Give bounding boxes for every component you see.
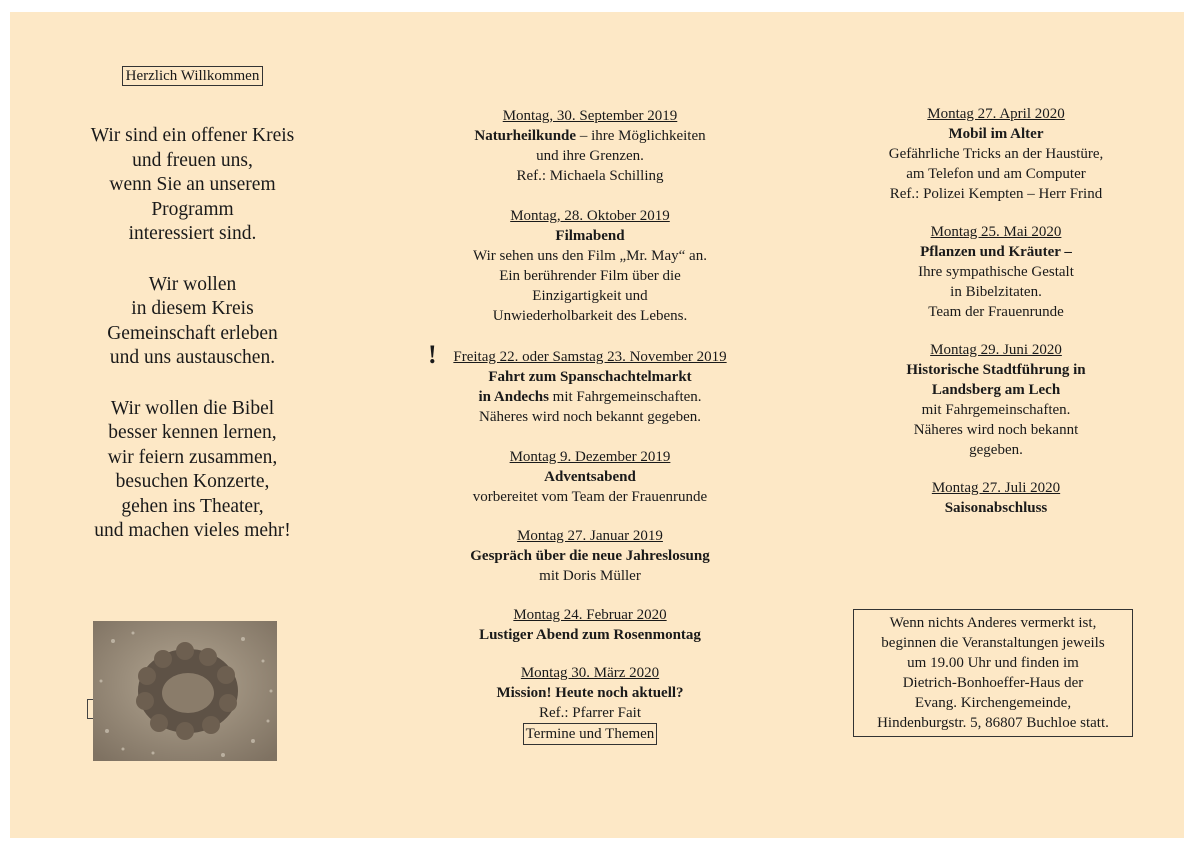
info-line: Evang. Kirchengemeinde, [914,695,1072,711]
info-line: Hindenburgstr. 5, 86807 Buchloe statt. [877,715,1109,731]
event-may-2020 [856,222,1136,322]
event-title-2: Landsberg am Lech [931,382,1061,398]
event-detail: Ein berührender Film über die [499,268,681,284]
event-detail: Näheres wird noch bekannt gegeben. [479,409,701,425]
event-title: Lustiger Abend zum Rosenmontag [479,627,701,643]
event-detail: Einzigartigkeit und [532,288,648,304]
event-title-2: in Andechs [478,389,549,405]
info-box [853,609,1133,737]
event-apr-2020 [856,104,1136,204]
event-nov-2019 [428,340,740,427]
event-dec-2019 [440,447,740,507]
event-detail: gegeben. [969,442,1023,458]
text-line: Programm [151,198,234,220]
text-line: und uns austauschen. [109,347,276,368]
event-title: Saisonabschluss [944,500,1048,516]
info-line: beginnen die Veranstaltungen jeweils [881,635,1105,651]
left-column [70,66,315,544]
event-date: Montag 9. Dezember 2019 [509,449,671,465]
event-detail: Ref.: Polizei Kempten – Herr Frind [889,186,1103,202]
event-title: Filmabend [555,228,625,244]
event-title: Pflanzen und Kräuter – [920,244,1072,260]
event-jan [440,526,740,586]
event-title-suffix: – ihre Möglichkeiten [576,128,706,144]
event-title-line [440,387,740,407]
sculpture-photo [93,621,277,761]
text-line: besuchen Konzerte, [115,471,270,492]
text-line: Wir wollen die Bibel [110,397,275,419]
footer-label: Termine und Themen [523,723,658,745]
event-detail: Gefährliche Tricks an der Haustüre, [888,146,1104,162]
event-detail: am Telefon und am Computer [906,166,1086,182]
text-line: gehen ins Theater, [121,495,264,517]
event-detail: Ihre sympathische Gestalt [918,264,1074,280]
event-date: Freitag 22. oder Samstag 23. November 2019 [453,349,727,365]
text-line: Wir wollen [148,273,237,295]
info-line: Dietrich-Bonhoeffer-Haus der [902,675,1084,691]
event-jun-2020 [856,340,1136,460]
middle-column [428,106,740,745]
info-line: Wenn nichts Anderes vermerkt ist, [889,615,1097,631]
right-column [856,104,1136,518]
text-line: wir feiern zusammen, [107,446,278,468]
event-date: Montag 29. Juni 2020 [930,342,1062,358]
text-line: Gemeinschaft erleben [107,322,278,344]
event-date: Montag 27. Januar 2019 [517,528,663,544]
event-detail: in Bibelzitaten. [950,284,1042,300]
event-jul-2020 [856,478,1136,518]
text-line: wenn Sie an unserem [109,174,276,195]
event-detail: Näheres wird noch bekannt [913,422,1079,438]
event-detail: Unwiederholbarkeit des Lebens. [492,308,688,324]
text-line: und freuen uns, [132,149,253,171]
event-title: Gespräch über die neue Jahreslosung [470,548,710,564]
event-date: Montag, 30. September 2019 [502,108,678,124]
event-title: Naturheilkunde [474,128,577,144]
text-line: in diesem Kreis [131,298,254,319]
intro-paragraph-2 [70,273,315,371]
intro-paragraph-3 [70,397,315,544]
event-title: Historische Stadtführung in [906,362,1086,378]
event-detail: Team der Frauenrunde [928,304,1064,320]
event-detail: Wir sehen uns den Film „Mr. May“ an. [473,248,707,264]
event-feb-2020 [440,605,740,645]
event-title-line [440,126,740,146]
sculpture-photo-icon [93,621,277,761]
event-title: Fahrt zum Spanschachtelmarkt [488,369,692,385]
event-oct-2019 [440,206,740,326]
event-detail: und ihre Grenzen. [536,148,644,164]
event-detail: Ref.: Michaela Schilling [516,168,664,184]
event-date: Montag, 28. Oktober 2019 [510,208,670,224]
text-line: interessiert sind. [128,223,257,244]
info-line: um 19.00 Uhr und finden im [907,655,1079,671]
exclamation-icon: ! [428,340,437,369]
intro-paragraph-1 [70,124,315,247]
event-detail: Ref.: Pfarrer Fait [538,705,642,721]
event-title: Adventsabend [544,469,636,485]
event-title: Mission! Heute noch aktuell? [496,685,684,701]
welcome-label: Herzlich Willkommen [122,66,264,86]
event-detail: mit Fahrgemeinschaften. [921,402,1071,418]
text-line: Wir sind ein offener Kreis [90,125,295,146]
event-date: Montag 27. Juli 2020 [931,480,1061,496]
text-line: und machen vieles mehr! [94,520,291,541]
event-detail: vorbereitet vom Team der Frauenrunde [472,489,708,505]
event-sep-2019 [440,106,740,186]
event-date: Montag 24. Februar 2020 [513,607,667,623]
event-detail: mit Doris Müller [539,568,641,584]
event-mar-2020 [440,663,740,745]
event-date: Montag 30. März 2020 [520,665,660,681]
event-date: Montag 25. Mai 2020 [930,224,1062,240]
event-date: Montag 27. April 2020 [927,106,1065,122]
event-title: Mobil im Alter [948,126,1044,142]
event-title-suffix: mit Fahrgemeinschaften. [548,389,702,405]
text-line: besser kennen lernen, [108,422,277,443]
